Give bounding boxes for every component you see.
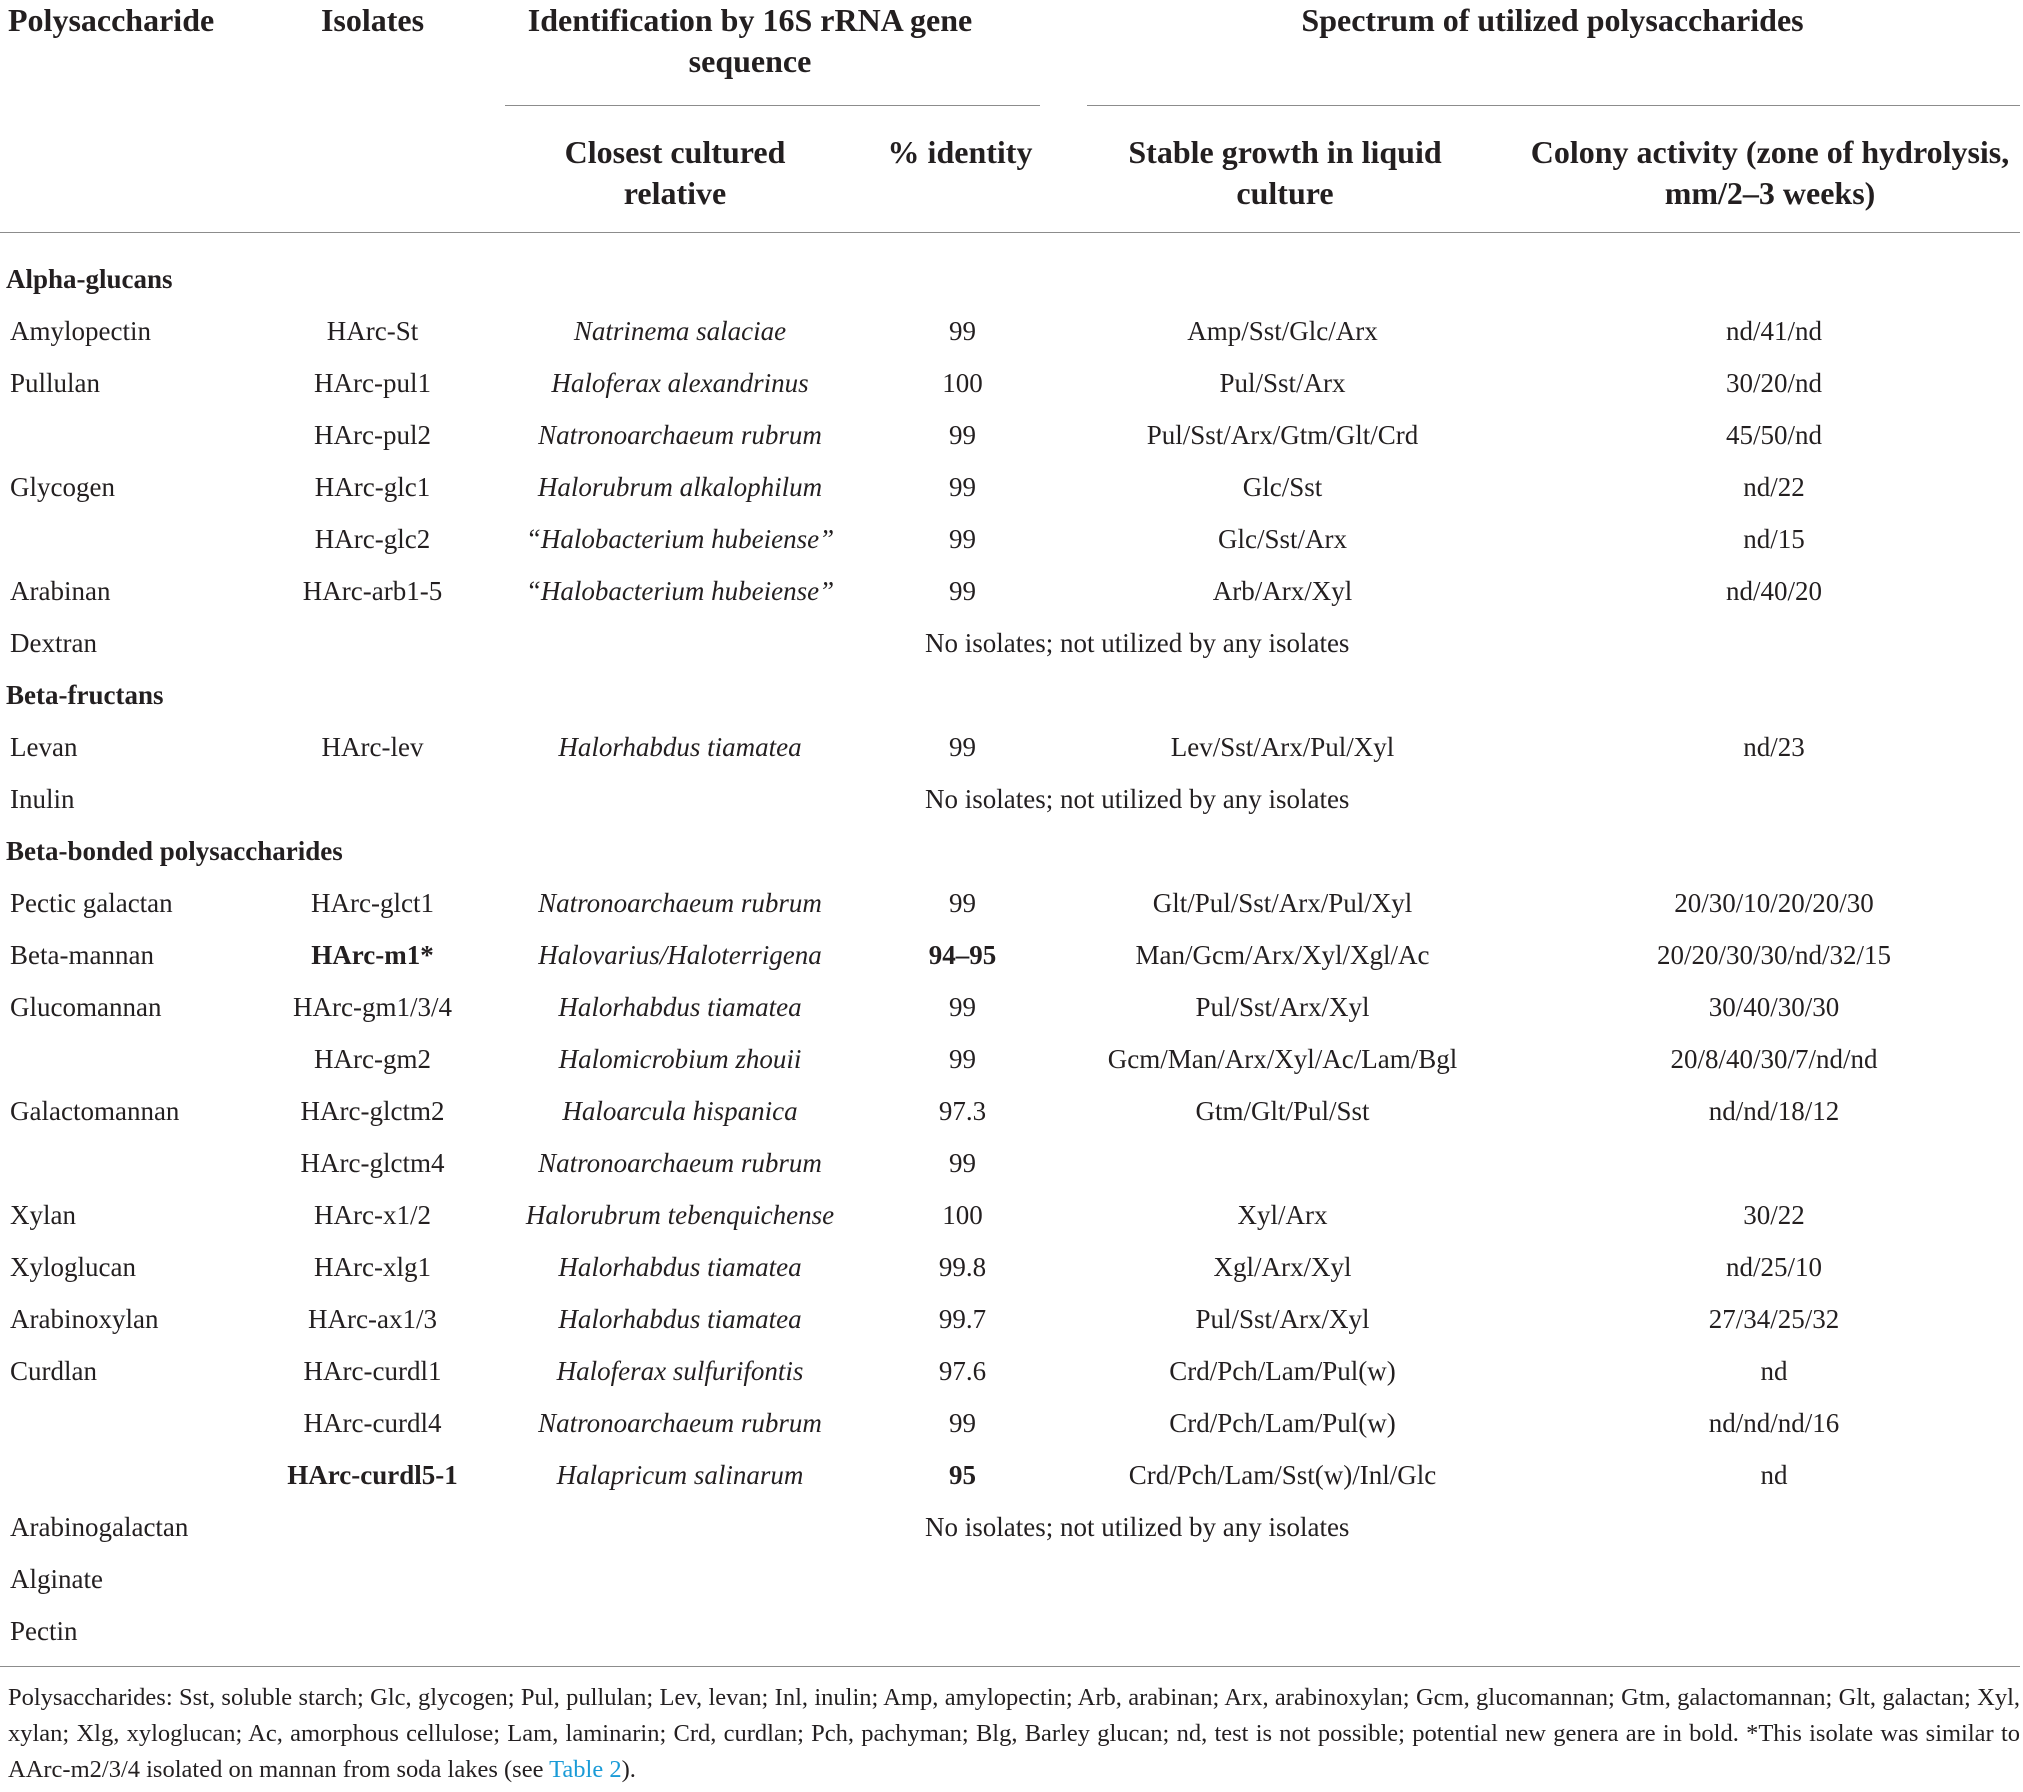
colony-cell: nd/22 — [1743, 471, 1805, 502]
table-row — [0, 357, 2023, 409]
growth-cell: Xyl/Arx — [1237, 1199, 1328, 1230]
growth-cell: Crd/Pch/Lam/Pul(w) — [1169, 1355, 1396, 1386]
growth-cell — [1040, 1137, 1525, 1189]
identity-cell: 100 — [942, 1199, 983, 1230]
table-row — [0, 1241, 2023, 1293]
colony-cell: nd/25/10 — [1726, 1251, 1823, 1282]
isolate-cell: HArc-pul1 — [314, 367, 431, 398]
relative-cell: Halorhabdus tiamatea — [558, 991, 802, 1022]
header-bottom-rule — [0, 232, 2020, 233]
header-identity: % identity — [887, 134, 1033, 170]
table-2-link[interactable]: Table 2 — [549, 1756, 622, 1783]
polysaccharide-cell: Levan — [10, 731, 78, 762]
no-isolates-note: No isolates; not utilized by any isolates — [925, 627, 1350, 658]
isolate-cell — [270, 773, 475, 825]
table-footnote — [8, 1680, 2020, 1788]
growth-cell: Amp/Sst/Glc/Arx — [1187, 315, 1378, 346]
polysaccharide-cell: Inulin — [10, 783, 75, 814]
polysaccharide-cell — [0, 1137, 270, 1189]
group-row-alpha-glucans — [0, 253, 2023, 305]
identity-cell: 97.3 — [938, 1095, 987, 1126]
colony-cell: 20/8/40/30/7/nd/nd — [1670, 1043, 1878, 1074]
table-row — [0, 1085, 2023, 1137]
growth-cell: Pul/Sst/Arx/Gtm/Glt/Crd — [1146, 419, 1419, 450]
table-row — [0, 1501, 2023, 1553]
relative-cell: Haloferax sulfurifontis — [556, 1355, 804, 1386]
header-colony: Colony activity (zone of hydrolysis, mm/2–3 weeks) — [1530, 134, 2010, 211]
isolate-cell: HArc-curdl1 — [303, 1355, 442, 1386]
isolate-cell: HArc-curdl5-1 — [287, 1459, 458, 1490]
relative-cell: Natronoarchaeum rubrum — [538, 887, 822, 918]
growth-cell: Glt/Pul/Sst/Arx/Pul/Xyl — [1152, 887, 1413, 918]
growth-cell: Crd/Pch/Lam/Pul(w) — [1169, 1407, 1396, 1438]
isolate-cell — [270, 1501, 475, 1553]
relative-cell: Haloferax alexandrinus — [551, 367, 809, 398]
relative-cell: Haloarcula hispanica — [562, 1095, 798, 1126]
empty-cells — [270, 1605, 2023, 1657]
growth-cell: Gcm/Man/Arx/Xyl/Ac/Lam/Bgl — [1107, 1043, 1458, 1074]
identity-cell: 99 — [949, 523, 976, 554]
growth-cell: Arb/Arx/Xyl — [1212, 575, 1353, 606]
relative-cell: Halorhabdus tiamatea — [558, 731, 802, 762]
table-row — [0, 1033, 2023, 1085]
polysaccharide-cell: Dextran — [10, 627, 97, 658]
table-row — [0, 617, 2023, 669]
growth-cell: Pul/Sst/Arx/Xyl — [1195, 991, 1370, 1022]
identity-cell: 99 — [949, 991, 976, 1022]
table-row — [0, 1553, 2023, 1605]
relative-cell: Halomicrobium zhouii — [558, 1043, 802, 1074]
no-isolates-note: No isolates; not utilized by any isolates — [925, 783, 1350, 814]
relative-cell: Halapricum salinarum — [556, 1459, 804, 1490]
isolate-cell: HArc-pul2 — [314, 419, 431, 450]
group-row-beta-bonded — [0, 825, 2023, 877]
group-label: Alpha-glucans — [6, 263, 173, 294]
footnote-end: ). — [621, 1756, 636, 1783]
colony-cell: nd/41/nd — [1726, 315, 1823, 346]
isolate-cell: HArc-arb1-5 — [302, 575, 443, 606]
relative-cell: “Halobacterium hubeiense” — [525, 575, 835, 606]
table-row — [0, 773, 2023, 825]
table-row — [0, 1345, 2023, 1397]
isolate-cell: HArc-glc1 — [314, 471, 431, 502]
table-row — [0, 1137, 2023, 1189]
identity-cell: 99.8 — [938, 1251, 987, 1282]
growth-cell: Man/Gcm/Arx/Xyl/Xgl/Ac — [1135, 939, 1430, 970]
table-bottom-rule — [0, 1666, 2020, 1667]
table-row — [0, 1605, 2023, 1657]
colony-cell: nd/15 — [1743, 523, 1805, 554]
relative-cell: Halorubrum tebenquichense — [525, 1199, 835, 1230]
header-polysaccharide: Polysaccharide — [8, 2, 215, 38]
table-row — [0, 305, 2023, 357]
isolate-cell: HArc-xlg1 — [314, 1251, 431, 1282]
colony-cell: nd/nd/18/12 — [1708, 1095, 1840, 1126]
relative-cell: Natronoarchaeum rubrum — [538, 419, 822, 450]
polysaccharide-cell — [0, 1397, 270, 1449]
isolate-cell: HArc-curdl4 — [303, 1407, 442, 1438]
polysaccharide-cell: Amylopectin — [10, 315, 151, 346]
relative-cell: Halorhabdus tiamatea — [558, 1303, 802, 1334]
colony-cell: 27/34/25/32 — [1708, 1303, 1840, 1334]
polysaccharide-cell: Curdlan — [10, 1355, 97, 1386]
polysaccharide-cell: Arabinogalactan — [10, 1511, 189, 1542]
polysaccharide-cell — [0, 1033, 270, 1085]
identity-cell: 99.7 — [938, 1303, 987, 1334]
relative-cell: Halorhabdus tiamatea — [558, 1251, 802, 1282]
identity-cell: 99 — [949, 471, 976, 502]
isolate-cell: HArc-glc2 — [314, 523, 431, 554]
identification-rule — [505, 105, 1040, 106]
isolate-cell: HArc-St — [326, 315, 419, 346]
table-row — [0, 565, 2023, 617]
isolate-cell: HArc-x1/2 — [314, 1199, 431, 1230]
colony-cell: 30/20/nd — [1726, 367, 1823, 398]
isolate-cell: HArc-m1* — [311, 939, 434, 970]
group-label: Beta-fructans — [6, 679, 164, 710]
colony-cell: 45/50/nd — [1726, 419, 1823, 450]
growth-cell: Xgl/Arx/Xyl — [1213, 1251, 1352, 1282]
polysaccharide-cell: Beta-mannan — [10, 939, 154, 970]
polysaccharide-cell: Glucomannan — [10, 991, 162, 1022]
isolate-cell: HArc-glct1 — [311, 887, 434, 918]
isolate-cell: HArc-lev — [321, 731, 424, 762]
header-spectrum: Spectrum of utilized polysaccharides — [1301, 2, 1804, 38]
table-row — [0, 721, 2023, 773]
polysaccharide-cell: Glycogen — [10, 471, 115, 502]
isolate-cell: HArc-ax1/3 — [308, 1303, 437, 1334]
table-row — [0, 1189, 2023, 1241]
polysaccharide-cell: Alginate — [10, 1563, 103, 1594]
identity-cell: 99 — [949, 1147, 976, 1178]
colony-cell: nd — [1760, 1355, 1788, 1386]
no-isolates-note: No isolates; not utilized by any isolates — [925, 1511, 1350, 1542]
polysaccharide-cell: Arabinan — [10, 575, 111, 606]
table-row — [0, 1449, 2023, 1501]
polysaccharide-table — [0, 253, 2023, 1657]
polysaccharide-cell — [0, 1449, 270, 1501]
table-row — [0, 409, 2023, 461]
polysaccharide-cell — [0, 409, 270, 461]
identity-cell: 99 — [949, 731, 976, 762]
growth-cell: Pul/Sst/Arx/Xyl — [1195, 1303, 1370, 1334]
growth-cell: Gtm/Glt/Pul/Sst — [1195, 1095, 1370, 1126]
header-closest-relative: Closest cultured relative — [564, 134, 786, 211]
identity-cell: 99 — [949, 575, 976, 606]
polysaccharide-cell: Arabinoxylan — [10, 1303, 159, 1334]
relative-cell — [475, 617, 885, 669]
colony-cell: nd/40/20 — [1726, 575, 1823, 606]
isolate-cell: HArc-gm2 — [314, 1043, 431, 1074]
polysaccharide-cell: Galactomannan — [10, 1095, 180, 1126]
isolate-cell: HArc-glctm4 — [300, 1147, 445, 1178]
colony-cell: 30/22 — [1743, 1199, 1805, 1230]
relative-cell — [475, 773, 885, 825]
footnote-text: Polysaccharides: Sst, soluble starch; Glc, glycogen; Pul, pullulan; Lev, levan; Inl, inulin; Amp, amylopectin; Arb, arabinan; Arx, arabinoxylan; Gcm, glucomannan; Gtm, galactomannan; Glt, galactan; Xyl, xylan; Xlg, xyloglucan; Ac, amorphous cellulose; Lam, laminarin; Crd, curdlan; Pch, pachyman; Blg, Barley glucan; nd, test is not possible; potential new genera are in bold. *This isolate was similar to AArc-m2/3/4 isolated on mannan from soda lakes (see — [8, 1684, 2020, 1783]
identity-cell: 99 — [949, 419, 976, 450]
growth-cell: Glc/Sst — [1242, 471, 1323, 502]
table-row — [0, 1397, 2023, 1449]
colony-cell: nd/nd/nd/16 — [1708, 1407, 1840, 1438]
relative-cell: Halorubrum alkalophilum — [537, 471, 823, 502]
header-growth: Stable growth in liquid culture — [1128, 134, 1442, 211]
identity-cell: 99 — [949, 1043, 976, 1074]
polysaccharide-cell: Xyloglucan — [10, 1251, 136, 1282]
group-label: Beta-bonded polysaccharides — [6, 835, 343, 866]
identity-cell: 99 — [949, 1407, 976, 1438]
table-row — [0, 929, 2023, 981]
header-isolates: Isolates — [320, 2, 425, 38]
header-identification: Identification by 16S rRNA gene sequence — [527, 2, 973, 79]
group-row-beta-fructans — [0, 669, 2023, 721]
polysaccharide-cell: Xylan — [10, 1199, 76, 1230]
growth-cell: Glc/Sst/Arx — [1217, 523, 1347, 554]
isolate-cell: HArc-glctm2 — [300, 1095, 445, 1126]
colony-cell: nd/23 — [1743, 731, 1805, 762]
identity-cell: 97.6 — [938, 1355, 987, 1386]
empty-cells — [270, 1553, 2023, 1605]
table-row — [0, 513, 2023, 565]
polysaccharide-cell: Pectic galactan — [10, 887, 173, 918]
relative-cell — [475, 1501, 885, 1553]
growth-cell: Crd/Pch/Lam/Sst(w)/Inl/Glc — [1128, 1459, 1437, 1490]
relative-cell: Halovarius/Haloterrigena — [538, 939, 822, 970]
table-row — [0, 1293, 2023, 1345]
isolate-cell — [270, 617, 475, 669]
table-row — [0, 461, 2023, 513]
growth-cell: Lev/Sst/Arx/Pul/Xyl — [1170, 731, 1395, 762]
relative-cell: Natronoarchaeum rubrum — [538, 1147, 822, 1178]
colony-cell: 20/30/10/20/20/30 — [1674, 887, 1874, 918]
identity-cell: 99 — [949, 887, 976, 918]
relative-cell: Natronoarchaeum rubrum — [538, 1407, 822, 1438]
identity-cell: 100 — [942, 367, 983, 398]
isolate-cell: HArc-gm1/3/4 — [293, 991, 452, 1022]
colony-cell: nd — [1760, 1459, 1788, 1490]
polysaccharide-cell: Pullulan — [10, 367, 101, 398]
identity-cell: 99 — [949, 315, 976, 346]
relative-cell: Natrinema salaciae — [573, 315, 787, 346]
identity-cell: 95 — [949, 1459, 976, 1490]
polysaccharide-cell: Pectin — [10, 1615, 78, 1646]
spectrum-rule — [1087, 105, 2020, 106]
polysaccharide-cell — [0, 513, 270, 565]
colony-cell: 30/40/30/30 — [1708, 991, 1840, 1022]
colony-cell: 20/20/30/30/nd/32/15 — [1657, 939, 1892, 970]
table-row — [0, 981, 2023, 1033]
growth-cell: Pul/Sst/Arx — [1219, 367, 1346, 398]
table-row — [0, 877, 2023, 929]
relative-cell: “Halobacterium hubeiense” — [525, 523, 835, 554]
colony-cell — [1525, 1137, 2023, 1189]
identity-cell: 94–95 — [928, 939, 997, 970]
